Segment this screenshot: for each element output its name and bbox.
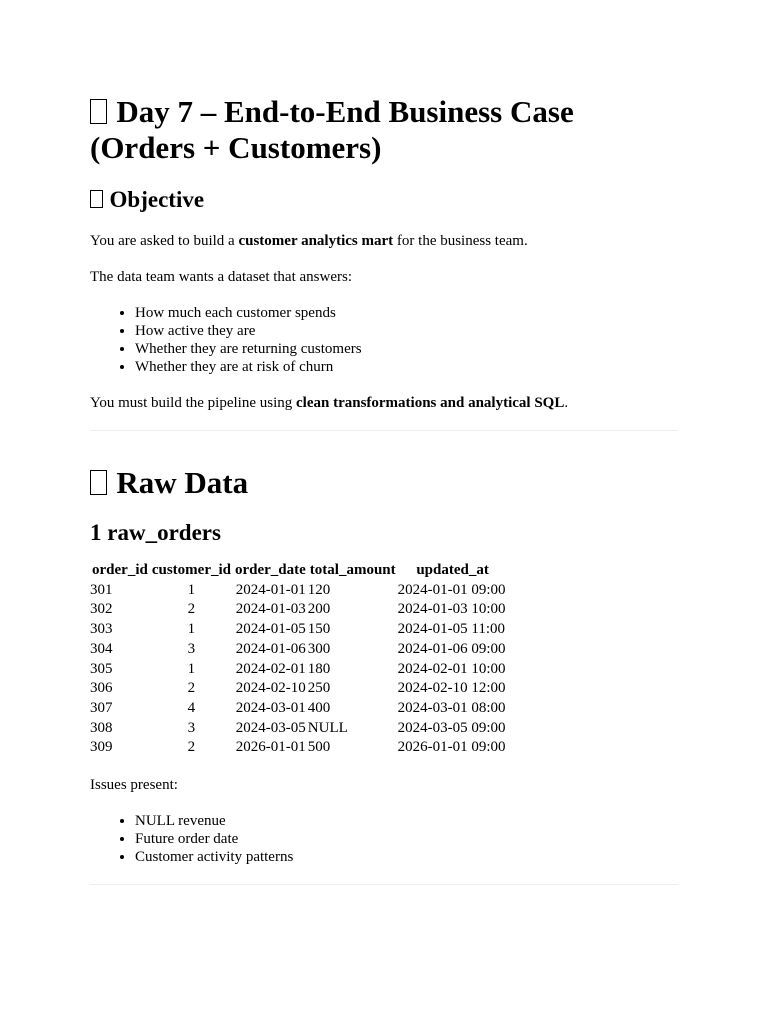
section-divider	[90, 430, 678, 431]
column-header-updated-at: updated_at	[416, 562, 489, 578]
objective-closing-suffix: .	[564, 395, 569, 411]
table-cell: 3	[187, 719, 196, 736]
raw-data-heading-text: Raw Data	[116, 465, 249, 500]
objective-heading-text: Objective	[109, 187, 205, 212]
questions-intro: The data team wants a dataset that answers:	[90, 269, 352, 285]
issues-list	[90, 812, 678, 866]
table-cell: 301	[90, 581, 113, 598]
table-cell: 2024-01-06	[235, 640, 306, 657]
table-cell: NULL	[307, 719, 348, 736]
table-cell: 306	[90, 680, 113, 697]
table-cell: 2026-01-01 09:00	[397, 739, 506, 756]
table-row	[90, 679, 508, 699]
objective-heading	[90, 186, 678, 214]
table-row	[90, 620, 508, 640]
table-cell: 309	[90, 739, 113, 756]
table-row	[90, 581, 508, 601]
section-title: raw_orders	[107, 520, 221, 545]
table-cell: 2024-02-01	[235, 660, 306, 677]
table-cell: 1	[187, 660, 196, 677]
table-cell: 308	[90, 719, 113, 736]
objective-intro	[90, 232, 678, 250]
list-item: • Whether they are returning customers	[135, 340, 678, 358]
objective-closing	[90, 394, 678, 412]
table-cell: 180	[307, 660, 331, 677]
table-cell: 4	[187, 699, 196, 716]
table-cell: 2024-03-05	[235, 719, 306, 736]
table-cell: 304	[90, 640, 113, 657]
table-cell: 1	[187, 581, 196, 598]
list-item: • Customer activity patterns	[135, 848, 678, 866]
table-row	[90, 699, 508, 719]
section-number: 1	[90, 520, 102, 545]
table-cell: 2024-03-01 08:00	[397, 699, 506, 716]
section-divider	[90, 884, 678, 885]
missing-glyph-icon	[90, 99, 107, 124]
table-cell: 2024-01-05	[235, 621, 306, 638]
table-cell: 2024-03-01	[235, 699, 306, 716]
table-cell: 1	[187, 621, 196, 638]
list-item: • NULL revenue	[135, 812, 678, 830]
list-item: • Whether they are at risk of churn	[135, 358, 678, 376]
table-row	[90, 640, 508, 660]
table-cell: 302	[90, 601, 113, 618]
page-title-text: Day 7 – End-to-End Business Case (Orders + Customers)	[90, 94, 574, 165]
page-title	[90, 94, 678, 166]
column-header-total-amount: total_amount	[309, 562, 396, 578]
table-cell: 200	[307, 601, 331, 618]
table-cell: 500	[307, 739, 331, 756]
table-cell: 400	[307, 699, 331, 716]
table-cell: 2024-02-10 12:00	[397, 680, 506, 697]
objective-closing-prefix: You must build the pipeline using	[90, 395, 296, 411]
table-cell: 3	[187, 640, 196, 657]
table-row	[90, 600, 508, 620]
table-cell: 2024-01-01	[235, 581, 306, 598]
table-cell: 120	[307, 581, 331, 598]
table-cell: 2024-01-03 10:00	[397, 601, 506, 618]
table-row	[90, 738, 508, 758]
missing-glyph-icon	[90, 470, 107, 495]
table-cell: 2024-01-01 09:00	[397, 581, 506, 598]
objective-intro-suffix: for the business team.	[393, 233, 528, 249]
table-cell: 150	[307, 621, 331, 638]
table-cell: 307	[90, 699, 113, 716]
table-cell: 2024-03-05 09:00	[397, 719, 506, 736]
table-cell: 2026-01-01	[235, 739, 306, 756]
table-cell: 2024-01-03	[235, 601, 306, 618]
objective-intro-prefix: You are asked to build a	[90, 233, 239, 249]
table-cell: 2024-02-10	[235, 680, 306, 697]
list-item: • Future order date	[135, 830, 678, 848]
table-cell: 2024-01-06 09:00	[397, 640, 506, 657]
table-cell: 305	[90, 660, 113, 677]
table-cell: 300	[307, 640, 331, 657]
raw-data-heading	[90, 465, 678, 501]
column-header-order-date: order_date	[234, 562, 306, 578]
table-row	[90, 719, 508, 739]
objective-closing-bold: clean transformations and analytical SQL	[296, 395, 565, 411]
table-cell: 2	[187, 739, 196, 756]
questions-list	[90, 304, 678, 376]
table-cell: 2024-02-01 10:00	[397, 660, 506, 677]
raw-orders-table	[90, 561, 508, 758]
table-cell: 2	[187, 601, 196, 618]
list-item: • How active they are	[135, 322, 678, 340]
issues-intro: Issues present:	[90, 777, 178, 794]
table-cell: 250	[307, 680, 331, 697]
table-cell: 2	[187, 680, 196, 697]
table-header-row	[90, 561, 508, 581]
table-cell: 303	[90, 621, 113, 638]
column-header-customer-id: customer_id	[151, 562, 231, 578]
table-row	[90, 660, 508, 680]
raw-orders-heading	[90, 519, 678, 547]
missing-glyph-icon	[90, 190, 103, 208]
column-header-order-id: order_id	[92, 562, 148, 578]
list-item: • How much each customer spends	[135, 304, 678, 322]
table-cell: 2024-01-05 11:00	[397, 621, 505, 638]
objective-intro-bold: customer analytics mart	[238, 233, 394, 249]
